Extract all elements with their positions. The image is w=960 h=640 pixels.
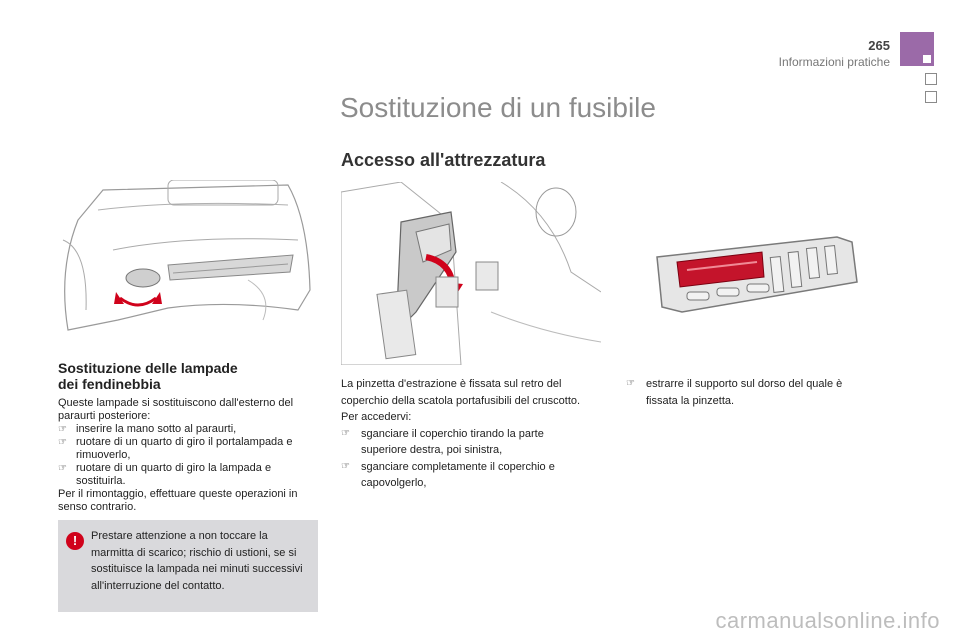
page-title: Sostituzione di un fusibile: [340, 92, 656, 123]
section-label: Informazioni pratiche: [778, 55, 890, 69]
list-item: ☞ ruotare di un quarto di giro la lampada e sostituirla.: [58, 462, 320, 488]
chapter-tab[interactable]: [925, 73, 937, 85]
extraction-instructions: [626, 376, 876, 409]
access-intro: La pinzetta d'estrazione è fissata sul retro del coperchio della scatola portafusibili del cruscotto.: [341, 378, 581, 407]
list-item: ☞ estrarre il supporto sul dorso del quale è fissata la pinzetta.: [626, 376, 876, 409]
section-subtitle: Accesso all'attrezzatura: [341, 150, 546, 170]
warning-text: Prestare attenzione a non toccare la marmitta di scarico; rischio di ustioni, se si sostituisce la lampada nei minuti successivi all'interruzione del contatto.: [91, 530, 303, 592]
access-lead: Per accedervi:: [341, 411, 412, 423]
list-item: ☞ sganciare il coperchio tirando la parte superiore destra, poi sinistra,: [341, 426, 586, 459]
access-instructions: [341, 376, 586, 492]
list-item: ☞ sganciare completamente il coperchio e capovolgerlo,: [341, 459, 586, 492]
dashboard-cover-illustration: [341, 182, 601, 365]
fog-lamp-outro: Per il rimontaggio, effettuare queste operazioni in senso contrario.: [58, 488, 298, 513]
page-number: 265: [868, 38, 890, 53]
chapter-tab[interactable]: [925, 91, 937, 103]
list-item: ☞ ruotare di un quarto di giro il portalampada e rimuoverlo,: [58, 436, 320, 462]
fuse-support-illustration: [652, 232, 862, 317]
watermark: carmanualsonline.info: [715, 608, 940, 633]
fog-lamp-intro: Queste lampade si sostituiscono dall'esterno del paraurti posteriore:: [58, 397, 294, 422]
list-item: ☞ inserire la mano sotto al paraurti,: [58, 423, 320, 436]
fog-lamp-heading: Sostituzione delle lampade dei fendinebbia: [58, 360, 238, 392]
fog-lamp-instructions: [58, 397, 320, 514]
exclamation-icon: !: [66, 532, 84, 550]
rear-bumper-illustration: [58, 180, 313, 345]
chapter-tab-active[interactable]: [900, 32, 934, 66]
